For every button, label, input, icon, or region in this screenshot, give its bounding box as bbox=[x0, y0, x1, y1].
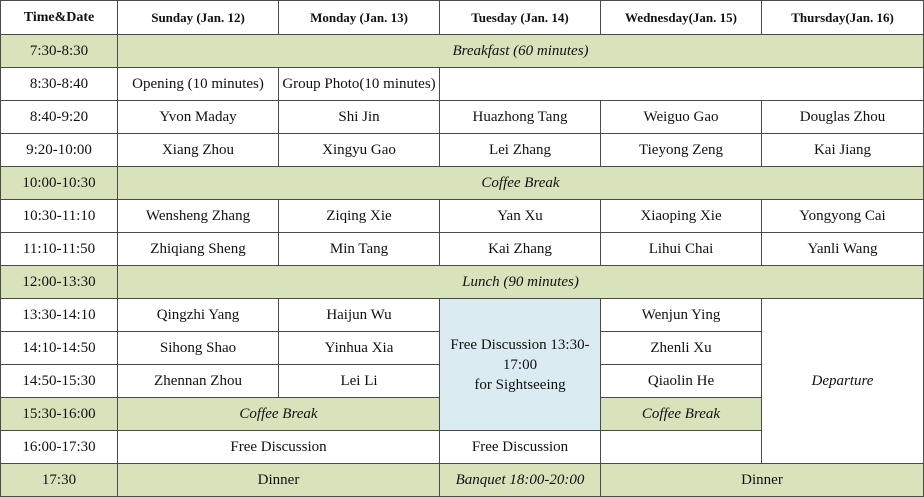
day-header-wednesday: Wednesday(Jan. 15) bbox=[601, 1, 762, 35]
lunch-cell: Lunch (90 minutes) bbox=[118, 266, 924, 299]
opening-cell: Opening (10 minutes) bbox=[118, 68, 279, 101]
dinner-cell: Dinner bbox=[118, 464, 440, 497]
speaker-cell: Xiaoping Xie bbox=[601, 200, 762, 233]
speaker-cell: Douglas Zhou bbox=[762, 101, 924, 134]
speaker-cell: Kai Zhang bbox=[440, 233, 601, 266]
time-cell: 7:30-8:30 bbox=[1, 35, 118, 68]
speaker-cell: Wensheng Zhang bbox=[118, 200, 279, 233]
speaker-cell: Qingzhi Yang bbox=[118, 299, 279, 332]
day-header-sunday: Sunday (Jan. 12) bbox=[118, 1, 279, 35]
table-row bbox=[1, 233, 924, 266]
table-row bbox=[1, 68, 924, 101]
speaker-cell: Zhennan Zhou bbox=[118, 365, 279, 398]
breakfast-cell: Breakfast (60 minutes) bbox=[118, 35, 924, 68]
day-header-monday: Monday (Jan. 13) bbox=[279, 1, 440, 35]
time-date-header: Time&Date bbox=[1, 1, 118, 35]
speaker-cell: Lei Li bbox=[279, 365, 440, 398]
coffee-break-cell: Coffee Break bbox=[118, 398, 440, 431]
time-cell: 13:30-14:10 bbox=[1, 299, 118, 332]
time-cell: 8:30-8:40 bbox=[1, 68, 118, 101]
table-row bbox=[1, 266, 924, 299]
speaker-cell: Yanli Wang bbox=[762, 233, 924, 266]
speaker-cell: Kai Jiang bbox=[762, 134, 924, 167]
speaker-cell: Zhenli Xu bbox=[601, 332, 762, 365]
free-discussion-cell: Free Discussion bbox=[118, 431, 440, 464]
speaker-cell: Huazhong Tang bbox=[440, 101, 601, 134]
departure-cell: Departure bbox=[762, 299, 924, 464]
speaker-cell: Haijun Wu bbox=[279, 299, 440, 332]
header-row bbox=[1, 1, 924, 35]
time-cell: 14:10-14:50 bbox=[1, 332, 118, 365]
speaker-cell: Ziqing Xie bbox=[279, 200, 440, 233]
table-row bbox=[1, 299, 924, 332]
free-discussion-line: for Sightseeing bbox=[474, 376, 566, 393]
time-cell: 15:30-16:00 bbox=[1, 398, 118, 431]
speaker-cell: Lihui Chai bbox=[601, 233, 762, 266]
free-discussion-cell: Free Discussion bbox=[440, 431, 601, 464]
table-row bbox=[1, 167, 924, 200]
table-row bbox=[1, 134, 924, 167]
time-cell: 12:00-13:30 bbox=[1, 266, 118, 299]
banquet-cell: Banquet 18:00-20:00 bbox=[440, 464, 601, 497]
speaker-cell: Sihong Shao bbox=[118, 332, 279, 365]
speaker-cell: Yinhua Xia bbox=[279, 332, 440, 365]
day-header-thursday: Thursday(Jan. 16) bbox=[762, 1, 924, 35]
speaker-cell: Qiaolin He bbox=[601, 365, 762, 398]
free-discussion-line: Free Discussion 13:30- bbox=[450, 336, 590, 353]
time-cell: 11:10-11:50 bbox=[1, 233, 118, 266]
free-discussion-tuesday-cell bbox=[440, 299, 601, 431]
time-cell: 17:30 bbox=[1, 464, 118, 497]
speaker-cell: Tieyong Zeng bbox=[601, 134, 762, 167]
speaker-cell: Yongyong Cai bbox=[762, 200, 924, 233]
time-cell: 10:30-11:10 bbox=[1, 200, 118, 233]
speaker-cell: Xingyu Gao bbox=[279, 134, 440, 167]
coffee-break-cell: Coffee Break bbox=[118, 167, 924, 200]
free-discussion-line: 17:00 bbox=[502, 356, 538, 373]
day-header-tuesday: Tuesday (Jan. 14) bbox=[440, 1, 601, 35]
table-row bbox=[1, 35, 924, 68]
time-cell: 10:00-10:30 bbox=[1, 167, 118, 200]
speaker-cell: Xiang Zhou bbox=[118, 134, 279, 167]
time-cell: 9:20-10:00 bbox=[1, 134, 118, 167]
group-photo-cell: Group Photo(10 minutes) bbox=[279, 68, 440, 101]
table-row bbox=[1, 200, 924, 233]
speaker-cell: Yan Xu bbox=[440, 200, 601, 233]
speaker-cell: Min Tang bbox=[279, 233, 440, 266]
speaker-cell: Shi Jin bbox=[279, 101, 440, 134]
time-cell: 14:50-15:30 bbox=[1, 365, 118, 398]
speaker-cell: Wenjun Ying bbox=[601, 299, 762, 332]
speaker-cell: Lei Zhang bbox=[440, 134, 601, 167]
time-cell: 8:40-9:20 bbox=[1, 101, 118, 134]
speaker-cell: Zhiqiang Sheng bbox=[118, 233, 279, 266]
dinner-cell: Dinner bbox=[601, 464, 924, 497]
empty-cell bbox=[440, 68, 924, 101]
table-row bbox=[1, 101, 924, 134]
coffee-break-cell: Coffee Break bbox=[601, 398, 762, 431]
speaker-cell: Yvon Maday bbox=[118, 101, 279, 134]
speaker-cell: Weiguo Gao bbox=[601, 101, 762, 134]
time-cell: 16:00-17:30 bbox=[1, 431, 118, 464]
table-row bbox=[1, 464, 924, 497]
